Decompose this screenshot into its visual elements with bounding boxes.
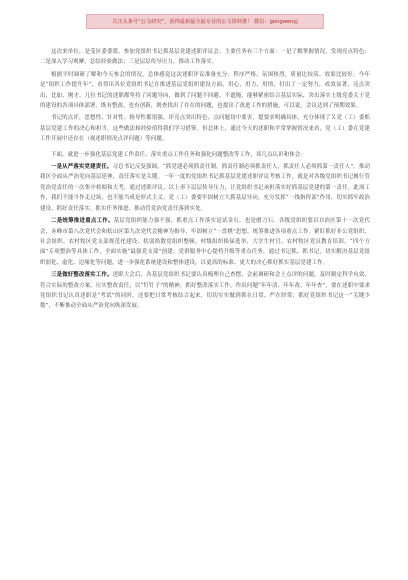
paragraph bbox=[40, 150, 370, 160]
paragraph bbox=[40, 113, 370, 144]
paragraph bbox=[40, 270, 370, 312]
header-banner bbox=[86, 14, 324, 29]
paragraph bbox=[40, 216, 370, 268]
paragraph-text: 习总书记反复强调，“抓党建必须抓责任制，抓责任制必须抓责任人，抓责任人必须抓第一责任人”。推动我区全面从严治党向基层延伸，责任落实是关键。一年一度的党组织书记抓基层党建述职评议考核工作，就是对各级党组织书记履行管党治党责任的一次集中检阅和大考，通过述职评议，以上率下层层传导压力，让党组织书记承担落实好抓基层党建的第一责任。此项工作，我们不能当作走过场，也不能当成是形式主义。党（工）委要牢固树立大抓基层导向，充分发挥“一线指挥部”作用，切实抓牢政治建设、抓好责任落实、抓实任务推进、推动管党治党责任落到实处。 bbox=[40, 164, 371, 212]
paragraph-text: 述职大会后，各基层党组织书记要认真梳理自己查摆、会前调研和会上点评的问题，及时制定科学有效、符合实际的整改方案，压实整改责任，以“钉钉子”的精神，抓好整改落实工作，作出问题“年年清、年年改、年年查”，要在述职中要求党组织书记认真述职是“考试”的同时，还要把日常考核结合起来，切切实实做到抓在日常、严在经常，抓好党组织书记这一“关键少数”，不断推动全面从严治党向纵深发展。 bbox=[40, 272, 370, 310]
paragraph bbox=[40, 70, 370, 112]
paragraph-text: 基层党组织能力强不强，抓重点工作落实是试金石，也是磨刀石。各级党组织要以自治区第十一次党代会、赤峰市第八次党代会和松山区第九次党代会精神为指导，牢固树立“一盘棋”思想，统筹推进各项重点工作。紧盯抓好非公党组织、社会组织、农村牧区党支部规范化建设、软弱涣散党组织整顿、村级组织换届选举、大学生村官、农村牧区党员教育培训、“四个方面”专项整治等具体工作，全面实施“最强党支部”创建、党群服务中心提档升级等重点任务，通过书记抓、抓书记，切实解决基层党组织弱化、虚化、边缘化等问题，进一步强化系统建设和整体建设，以更高的标准、更大的决心抓好抓实基层党建工作。 bbox=[40, 218, 370, 266]
paragraph-text: 下面，就进一步强化基层党建工作责任、落实重点工作任务和强化问题整改等工作，谈几点认识和体会： bbox=[51, 151, 306, 158]
paragraph bbox=[40, 162, 370, 214]
paragraph-lead: 一是从严落实党建责任。 bbox=[51, 164, 113, 171]
paragraph bbox=[40, 47, 370, 68]
paragraph-lead: 二是统筹推进重点工作。 bbox=[51, 218, 114, 225]
paragraph-lead: 三是做好整改落实工作。 bbox=[51, 272, 113, 279]
paragraph-text: 书记的点评，思想性、针对性、指导性都很强，评亮点突出特色、点问题切中要害，提要求明确具体，充分体现了Ｘ党（工）委抓基层党建工作的决心和担当，这些做法和经验值得我们学习借鉴。但总体上，通过今天的述职和平常掌握情况来看，党（工）委在党建工作开展中还存在（视述职情况点评问题）等问题。 bbox=[40, 115, 370, 143]
header-banner-text: 关注头条号“公文研究”，获得最新最全最专业的公文资料推！ 微信：gongwenyj bbox=[112, 19, 298, 25]
paragraph-text: 根据平时调研了解和今天参会的情况，总体感觉这次述职评议准备充分、程序严格、氛围热烈，质量比较高、效果比较好。今年是“组织工作提升年”，看得出各位党组织书记在推进基层党组织建设方面，用心、用力、用情，付出了一定努力，成效显著、亮点突出，比如，刚才，几位书记的述职都坚持了问题导向，做到了问题不回避、不遮掩，能够紧密结合基层实际，突出落实上级党委关于党的建设的各项具体部署，既有整改，也有创新，既查找出了存在的问题，也提出了改进工作的措施，可以说，会议达到了预期效果。 bbox=[40, 71, 370, 110]
document-body bbox=[40, 47, 370, 314]
paragraph-text: 这次来单位，是受区委委派，参加党组织书记抓基层党建述职评议会。主要任务有三个方面：一是了解掌握情况，发现亮点特色；二是深入学习观摩，总结经验做法；三是层层传导压力，推动工作落实。 bbox=[40, 49, 370, 66]
